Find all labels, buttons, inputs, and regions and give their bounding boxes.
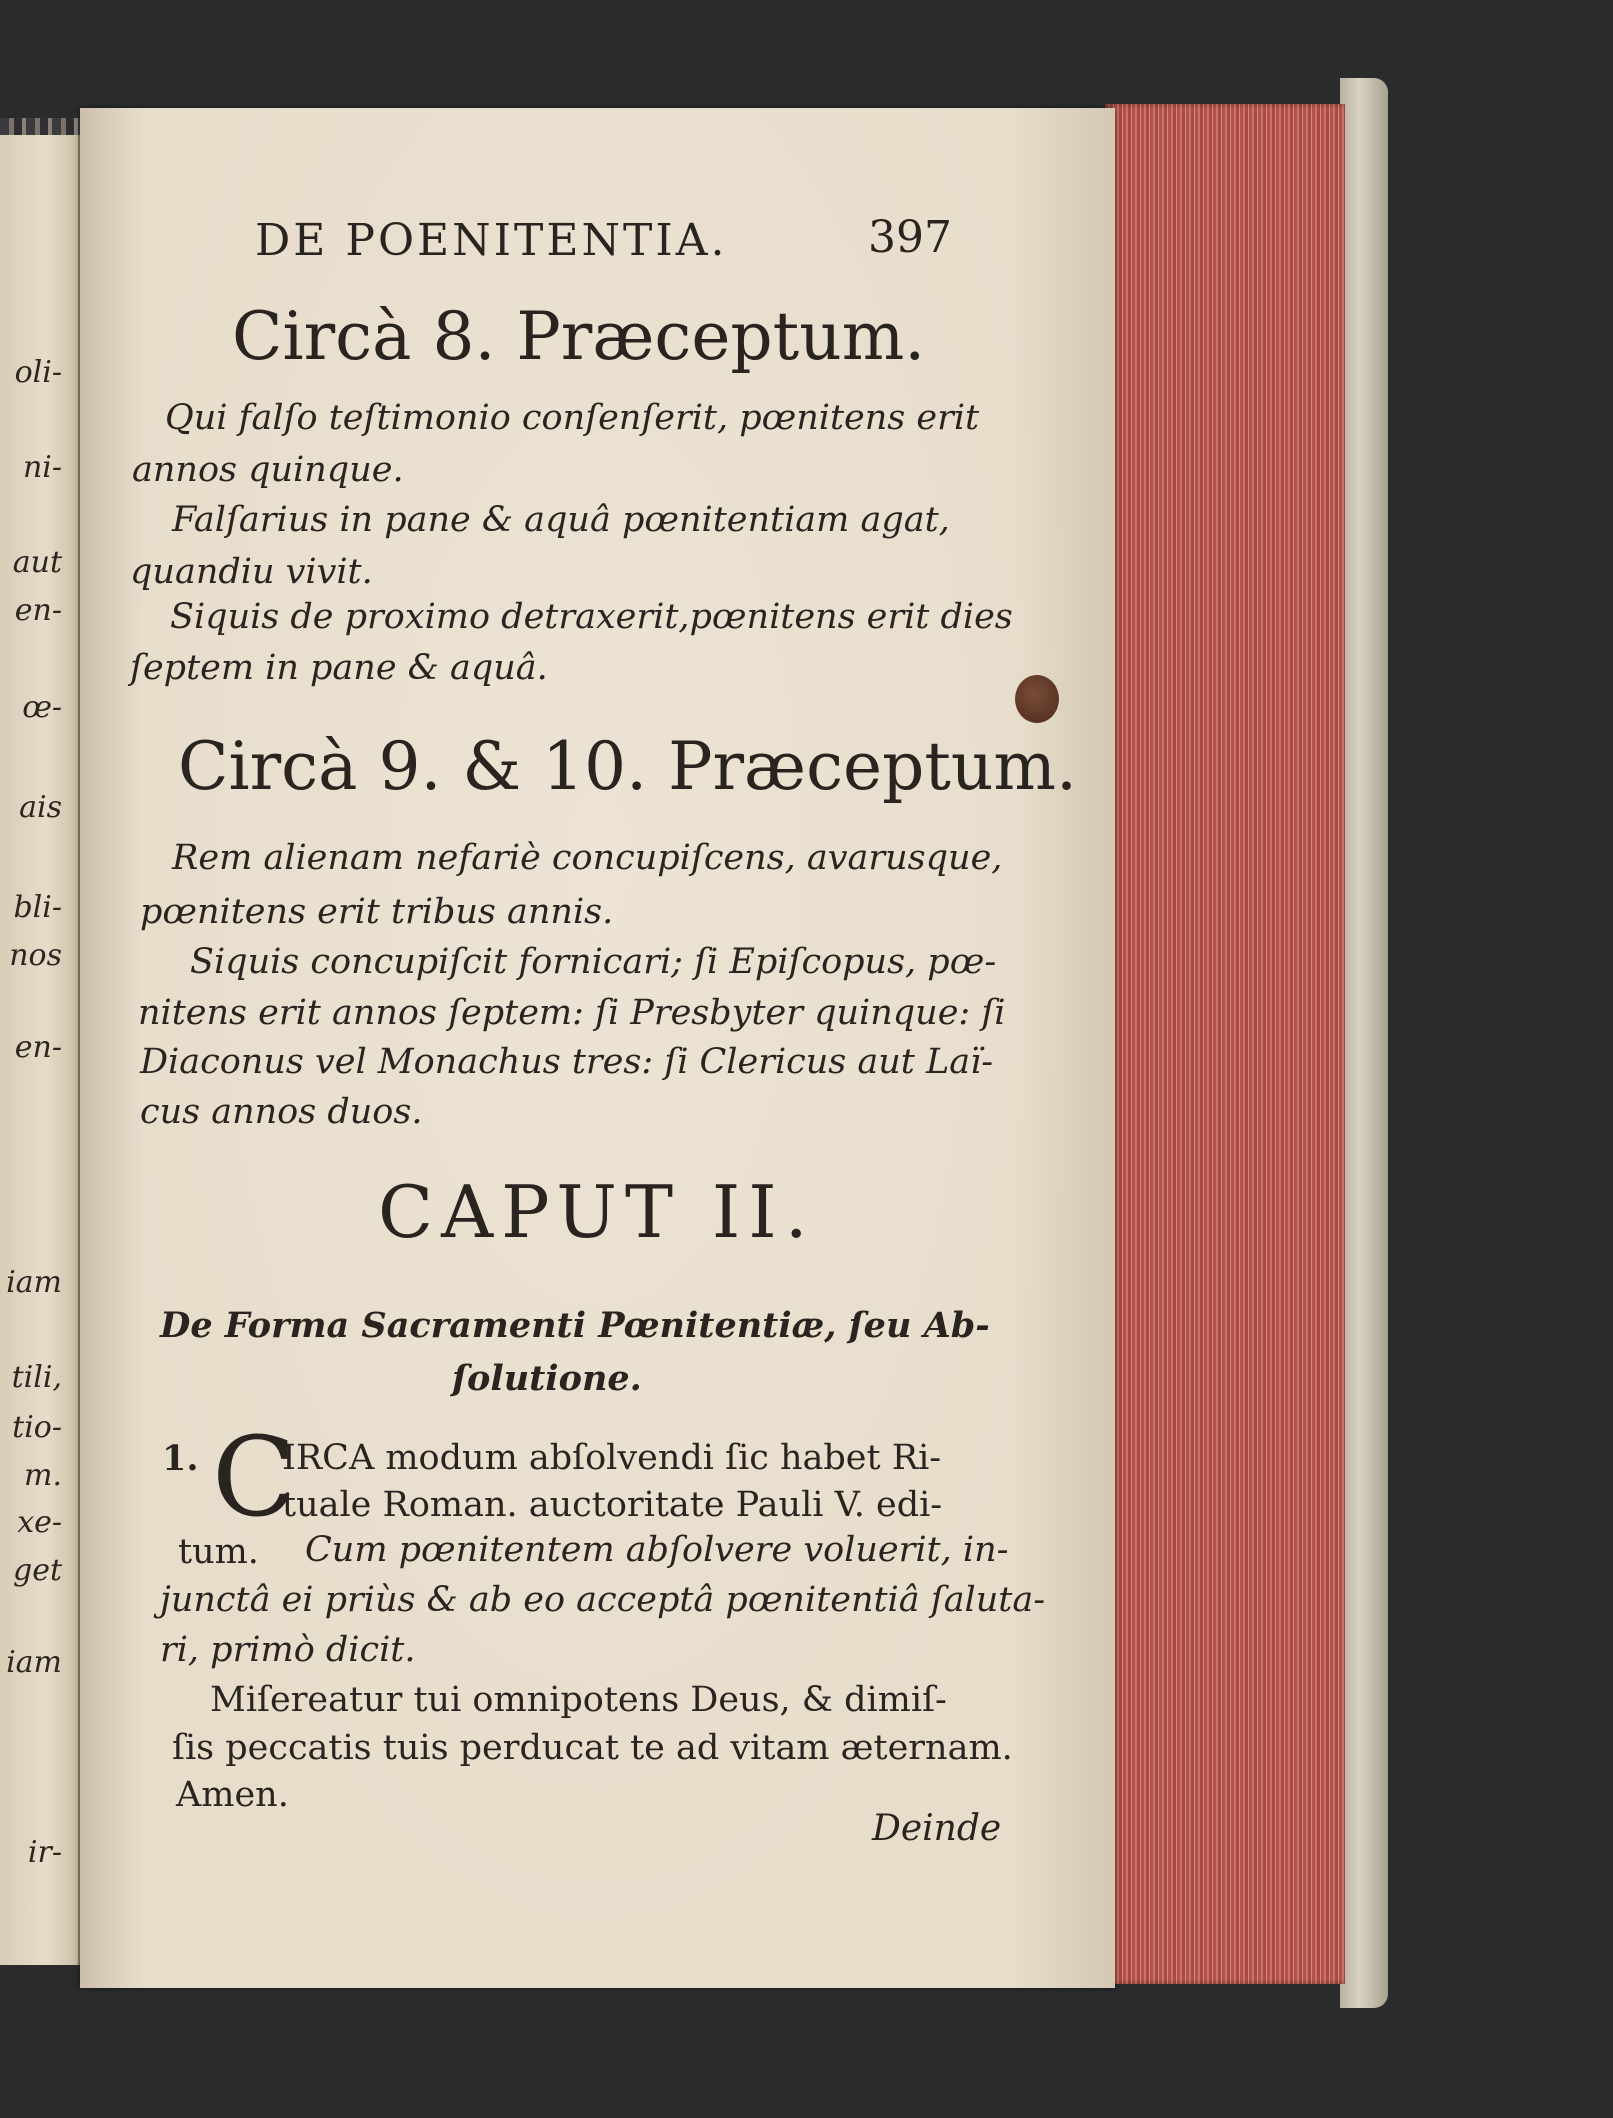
text-line: nitens erit annos ſeptem: ſi Presbyter quinque: ſi <box>138 993 1006 1033</box>
chapter-subtitle: De Forma Sacramenti Pœnitentiæ, ſeu Ab- <box>160 1305 990 1346</box>
section-heading: Circà 8. Præceptum. <box>232 298 926 375</box>
left-fragment: oli- <box>14 355 62 390</box>
text-line: Cum pœnitentem abſolvere voluerit, in- <box>305 1530 1009 1570</box>
text-line: annos quinque. <box>132 450 404 490</box>
text-line: cus annos duos. <box>140 1092 423 1132</box>
chapter-title: CAPUT II. <box>378 1170 816 1254</box>
text-line: ſeptem in pane & aquâ. <box>130 648 548 688</box>
left-fragment: nos <box>9 938 62 973</box>
text-line: junctâ ei priùs & ab eo acceptâ pœnitentiâ ſaluta- <box>160 1580 1046 1620</box>
left-fragment: œ- <box>22 690 62 725</box>
text-line: Qui falſo teſtimonio conſenſerit, pœnitens erit <box>165 398 980 438</box>
left-fragment: iam <box>6 1645 62 1680</box>
left-fragment: ais <box>19 790 62 825</box>
text-line: tum. <box>178 1532 259 1572</box>
left-fragment: tio- <box>12 1410 62 1445</box>
text-line: Miſereatur tui omnipotens Deus, & dimiſ- <box>210 1680 947 1720</box>
left-fragment: en- <box>14 1030 62 1065</box>
text-line: quandiu vivit. <box>130 552 373 592</box>
left-fragment: tili, <box>11 1360 62 1395</box>
left-fragment: ir- <box>27 1835 62 1870</box>
left-fragment: m. <box>24 1458 62 1493</box>
left-fragment: ni- <box>22 450 62 485</box>
text-line: pœnitens erit tribus annis. <box>140 892 614 932</box>
text-line: tuale Roman. auctoritate Pauli V. edi- <box>282 1485 943 1525</box>
text-line: Siquis concupiſcit fornicari; ſi Epiſcopus, pœ- <box>190 942 997 982</box>
left-fragment: iam <box>6 1265 62 1300</box>
text-line: IRCA modum abſolvendi ſic habet Ri- <box>282 1438 942 1478</box>
running-head: DE POENITENTIA. <box>255 215 728 266</box>
left-fragment: en- <box>14 593 62 628</box>
left-fragment: bli- <box>13 890 62 925</box>
section-heading: Circà 9. & 10. Præceptum. <box>178 728 1077 805</box>
chapter-subtitle: ſolutione. <box>452 1358 642 1399</box>
red-page-edges <box>1105 104 1345 1984</box>
text-line: ri, primò dicit. <box>160 1630 416 1670</box>
book-cover-edge <box>1340 78 1388 2008</box>
text-line: Rem alienam nefariè concupiſcens, avarusque, <box>172 838 1003 878</box>
catchword: Deinde <box>872 1808 1002 1849</box>
text-line: Siquis de proximo detraxerit,pœnitens erit dies <box>170 597 1013 637</box>
page-number: 397 <box>868 212 952 263</box>
text-line: Falſarius in pane & aquâ pœnitentiam agat, <box>172 500 950 540</box>
left-fragment: get <box>12 1553 62 1588</box>
left-fragment: aut <box>12 545 62 580</box>
text-line: Amen. <box>176 1775 289 1815</box>
ink-stain <box>1015 675 1059 723</box>
previous-page-edge <box>0 135 81 1965</box>
drop-capital: C <box>212 1413 297 1541</box>
paragraph-number: 1. <box>162 1438 199 1479</box>
text-line: Diaconus vel Monachus tres: ſi Clericus aut Laï- <box>140 1042 994 1082</box>
text-line: ſis peccatis tuis perducat te ad vitam æternam. <box>172 1728 1013 1768</box>
left-fragment: xe- <box>17 1505 62 1540</box>
